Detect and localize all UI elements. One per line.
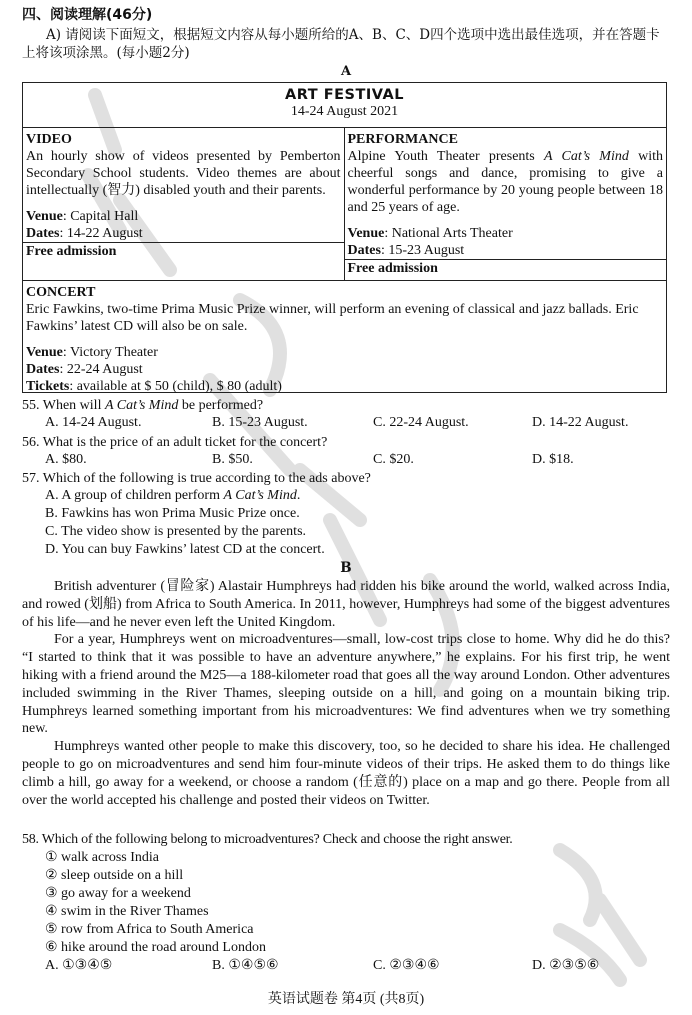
art-festival-ad	[22, 82, 667, 393]
q58-item-2: ② sleep outside on a hill	[45, 868, 184, 883]
performance-dates: Dates: 15-23 August	[347, 243, 465, 258]
passage-paragraph: British adventurer (冒险家) Alastair Humphreys had ridden his bike around the world, walked across India, and rowed (划船) from Africa to South America. In 2011, however, Humphreys had some of the biggest adventures of his life—and he never even left the United Kingdom.	[22, 579, 670, 630]
ad-row	[23, 128, 666, 281]
section-title: 四、阅读理解(46分)	[22, 7, 153, 23]
video-venue: Venue: Capital Hall	[26, 209, 139, 224]
q55-option-d: D. 14-22 August.	[532, 415, 629, 430]
concert-text: Eric Fawkins, two-time Prima Music Prize winner, will perform an evening of classical and jazz ballads. Eric Fawkins’ latest CD will also be on sale.	[26, 302, 639, 334]
part-b-label: B	[340, 560, 352, 576]
q56-stem: 56. What is the price of an adult ticket for the concert?	[22, 435, 328, 450]
performance-admission: Free admission	[345, 259, 667, 277]
q58-item-6: ⑥ hike around the road around London	[45, 940, 266, 955]
q58-stem: 58. Which of the following belong to microadventures? Check and choose the right answer.	[22, 832, 513, 847]
video-heading: VIDEO	[26, 132, 72, 147]
q57-stem: 57. Which of the following is true according to the ads above?	[22, 471, 371, 486]
ad-dates: 14-24 August 2021	[290, 104, 399, 119]
concert-tickets: Tickets: available at $ 50 (child), $ 80 (adult)	[26, 379, 282, 394]
video-admission: Free admission	[23, 242, 344, 260]
concert-venue: Venue: Victory Theater	[26, 345, 158, 360]
q56-option-c: C. $20.	[373, 452, 414, 467]
q57-option-c: C. The video show is presented by the parents.	[45, 524, 307, 539]
concert-dates: Dates: 22-24 August	[26, 362, 143, 377]
q58-option-d: D. ②③⑤⑥	[532, 958, 600, 973]
q55-option-c: C. 22-24 August.	[373, 415, 469, 430]
passage-paragraph: Humphreys wanted other people to make this discovery, too, so he decided to share his idea. He challenged people to go on microadventures and send him four-minute videos of their trips. He asked them to do things like climb a hill, go away for a weekend, or choose a random (任意的) place on a map and go there. People from all over the world accepted his challenge and posted their videos on Twitter.	[22, 739, 670, 808]
q55-option-a: A. 14-24 August.	[45, 415, 142, 430]
q58-option-c: C. ②③④⑥	[373, 958, 440, 973]
q56-option-d: D. $18.	[532, 452, 574, 467]
passage-paragraph: For a year, Humphreys went on microadventures—small, low-cost trips close to home. Why did he do this? “I started to think that it was possible to have an adventure anywhere,” he explains. For his first trip, he went hiking with a friend around the M25—a 188-kilometer road that goes all the way around London. Other adventures included swimming in the River Thames, sleeping outside on a hill, and going on a mountain biking trip. Humphreys learned something important from his microadventures: We find adventures when we try something new.	[22, 632, 670, 737]
instruction: A) 请阅读下面短文，根据短文内容从每小题所给的A、B、C、D四个选项中选出最佳选项，并在答题卡上将该项涂黑。(每小题2分)	[22, 27, 660, 61]
q57-option-d: D. You can buy Fawkins’ latest CD at the concert.	[45, 542, 325, 557]
q55-stem: 55. When will A Cat’s Mind be performed?	[22, 398, 264, 413]
performance-text: Alpine Youth Theater presents A Cat’s Mind with cheerful songs and dance, promising to give a wonderful performance by 20 young people between 18 and 25 years of age.	[347, 149, 663, 215]
performance-heading: PERFORMANCE	[347, 132, 458, 147]
q56-option-b: B. $50.	[212, 452, 253, 467]
page-footer: 英语试题卷 第4页 (共8页)	[267, 992, 425, 1007]
q58-item-1: ① walk across India	[45, 850, 160, 865]
q57-option-a: A. A group of children perform A Cat’s Mind.	[45, 488, 301, 503]
q58-item-5: ⑤ row from Africa to South America	[45, 922, 254, 937]
q55-option-b: B. 15-23 August.	[212, 415, 308, 430]
q58-item-3: ③ go away for a weekend	[45, 886, 191, 901]
part-a-label: A	[340, 64, 352, 79]
ad-header	[23, 83, 666, 128]
q56-option-a: A. $80.	[45, 452, 87, 467]
q58-option-a: A. ①③④⑤	[45, 958, 113, 973]
q57-option-b: B. Fawkins has won Prima Music Prize once.	[45, 506, 300, 521]
passage-b	[22, 578, 670, 809]
q58-option-b: B. ①④⑤⑥	[212, 958, 279, 973]
video-dates: Dates: 14-22 August	[26, 226, 143, 241]
q58-item-4: ④ swim in the River Thames	[45, 904, 209, 919]
video-text: An hourly show of videos presented by Pemberton Secondary School students. Video themes are about intellectually (智力) disabled youth and their parents.	[26, 149, 341, 198]
ad-title: ART FESTIVAL	[285, 87, 404, 103]
concert-heading: CONCERT	[26, 285, 96, 300]
video-cell	[23, 128, 345, 280]
performance-venue: Venue: National Arts Theater	[347, 226, 513, 241]
performance-cell	[345, 128, 667, 280]
concert-cell	[23, 281, 666, 398]
